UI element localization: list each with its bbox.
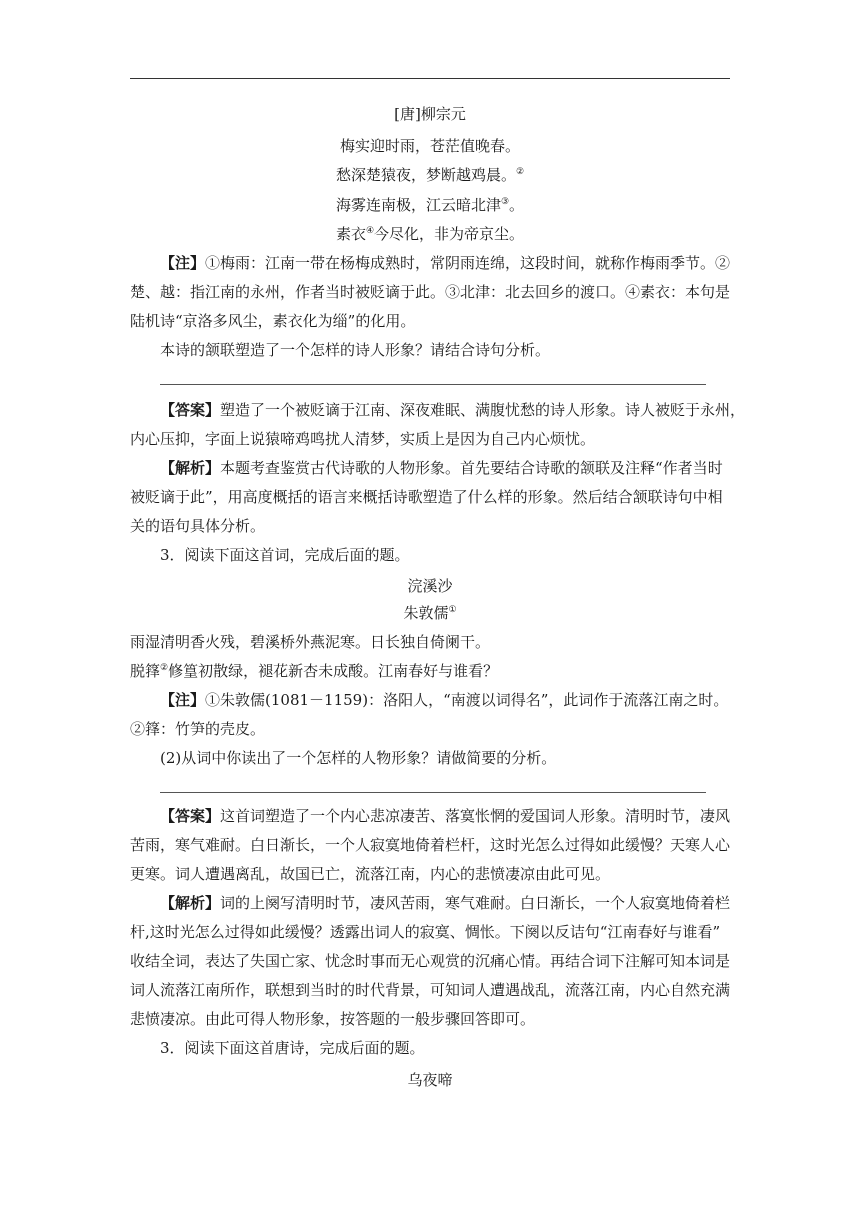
question-2: (2)从词中你读出了一个怎样的人物形象？请做简要的分析。: [160, 749, 557, 767]
analysis2-line-3: 收结全词，表达了失国亡家、忧念时事而无心观赏的沉痛心情。再结合词下注解可知本词是: [130, 952, 731, 970]
analysis1-line-2: 被贬谪于此”，用高度概括的语言来概括诗歌塑造了什么样的形象。然后结合颔联诗句中相: [130, 488, 723, 506]
poem1-line-3: 海雾连南极，江云暗北津③。: [335, 196, 525, 214]
poem1-line-1: 梅实迎时雨，苍茫值晚春。: [339, 137, 520, 155]
note2-line-2: ②箨：竹笋的壳皮。: [130, 720, 266, 738]
header-rule: [130, 78, 730, 79]
answer-blank-2: [160, 792, 706, 793]
note2-line-1: 【注】①朱敦儒(1081－1159)：洛阳人，“南渡以词得名”，此词作于流落江南之时。: [160, 691, 729, 709]
analysis2-line-1: 【解析】词的上阕写清明时节，凄风苦雨，寒气难耐。白日渐长，一个人寂寞地倚着栏: [160, 894, 731, 912]
poem1-line-2: 愁深楚猿夜，梦断越鸡晨。②: [335, 166, 525, 184]
analysis2-line-2: 杆,这时光怎么过得如此缓慢？透露出词人的寂寞、惆怅。下阕以反诘句“江南春好与谁看”: [130, 923, 721, 941]
answer1-line-2: 内心压抑，字面上说猿啼鸡鸣扰人清梦，实质上是因为自己内心烦忧。: [130, 430, 596, 448]
question-3b-intro: 3．阅读下面这首唐诗，完成后面的题。: [160, 1039, 425, 1057]
poem2-title: 浣溪沙: [407, 577, 453, 595]
analysis2-line-5: 悲愤凄凉。由此可得人物形象，按答题的一般步骤回答即可。: [130, 1010, 536, 1028]
analysis2-line-4: 词人流落江南所作，联想到当时的时代背景，可知词人遭遇战乱，流落江南，内心自然充满: [130, 981, 731, 999]
answer2-line-3: 更寒。词人遭遇离乱，故国已亡，流落江南，内心的悲愤凄凉由此可见。: [130, 865, 611, 883]
answer2-line-2: 苦雨，寒气难耐。白日渐长，一个人寂寞地倚着栏杆，这时光怎么过得如此缓慢？天寒人心: [130, 836, 731, 854]
note1-line-1: 【注】①梅雨：江南一带在杨梅成熟时，常阴雨连绵，这段时间，就称作梅雨季节。②: [160, 254, 731, 272]
note1-line-2: 楚、越：指江南的永州，作者当时被贬谪于此。③北津：北去回乡的渡口。④素衣：本句是: [130, 283, 731, 301]
answer-blank-1: [160, 384, 706, 385]
poem2-line-2: 脱箨②修篁初散绿，褪花新杏未成酸。江南春好与谁看？: [130, 662, 499, 680]
question-3-intro: 3．阅读下面这首词，完成后面的题。: [160, 546, 410, 564]
poem2-author: 朱敦儒①: [403, 604, 457, 622]
answer1-line-1: 【答案】塑造了一个被贬谪于江南、深夜难眠、满腹忧愁的诗人形象。诗人被贬于永州，: [160, 401, 746, 419]
poem1-author: [唐]柳宗元: [394, 105, 466, 123]
question-1: 本诗的颔联塑造了一个怎样的诗人形象？请结合诗句分析。: [160, 341, 551, 359]
analysis1-line-1: 【解析】本题考查鉴赏古代诗歌的人物形象。首先要结合诗歌的颔联及注释“作者当时: [160, 459, 723, 477]
poem3-title: 乌夜啼: [407, 1071, 453, 1089]
note1-line-3: 陆机诗“京洛多风尘，素衣化为缁”的化用。: [130, 312, 416, 330]
poem1-line-4: 素衣④今尽化，非为帝京尘。: [335, 225, 525, 243]
poem2-line-1: 雨湿清明香火残，碧溪桥外燕泥寒。日长独自倚阑干。: [130, 633, 491, 651]
analysis1-line-3: 关的语句具体分析。: [130, 517, 266, 535]
answer2-line-1: 【答案】这首词塑造了一个内心悲凉凄苦、落寞怅惘的爱国词人形象。清明时节，凄风: [160, 807, 731, 825]
